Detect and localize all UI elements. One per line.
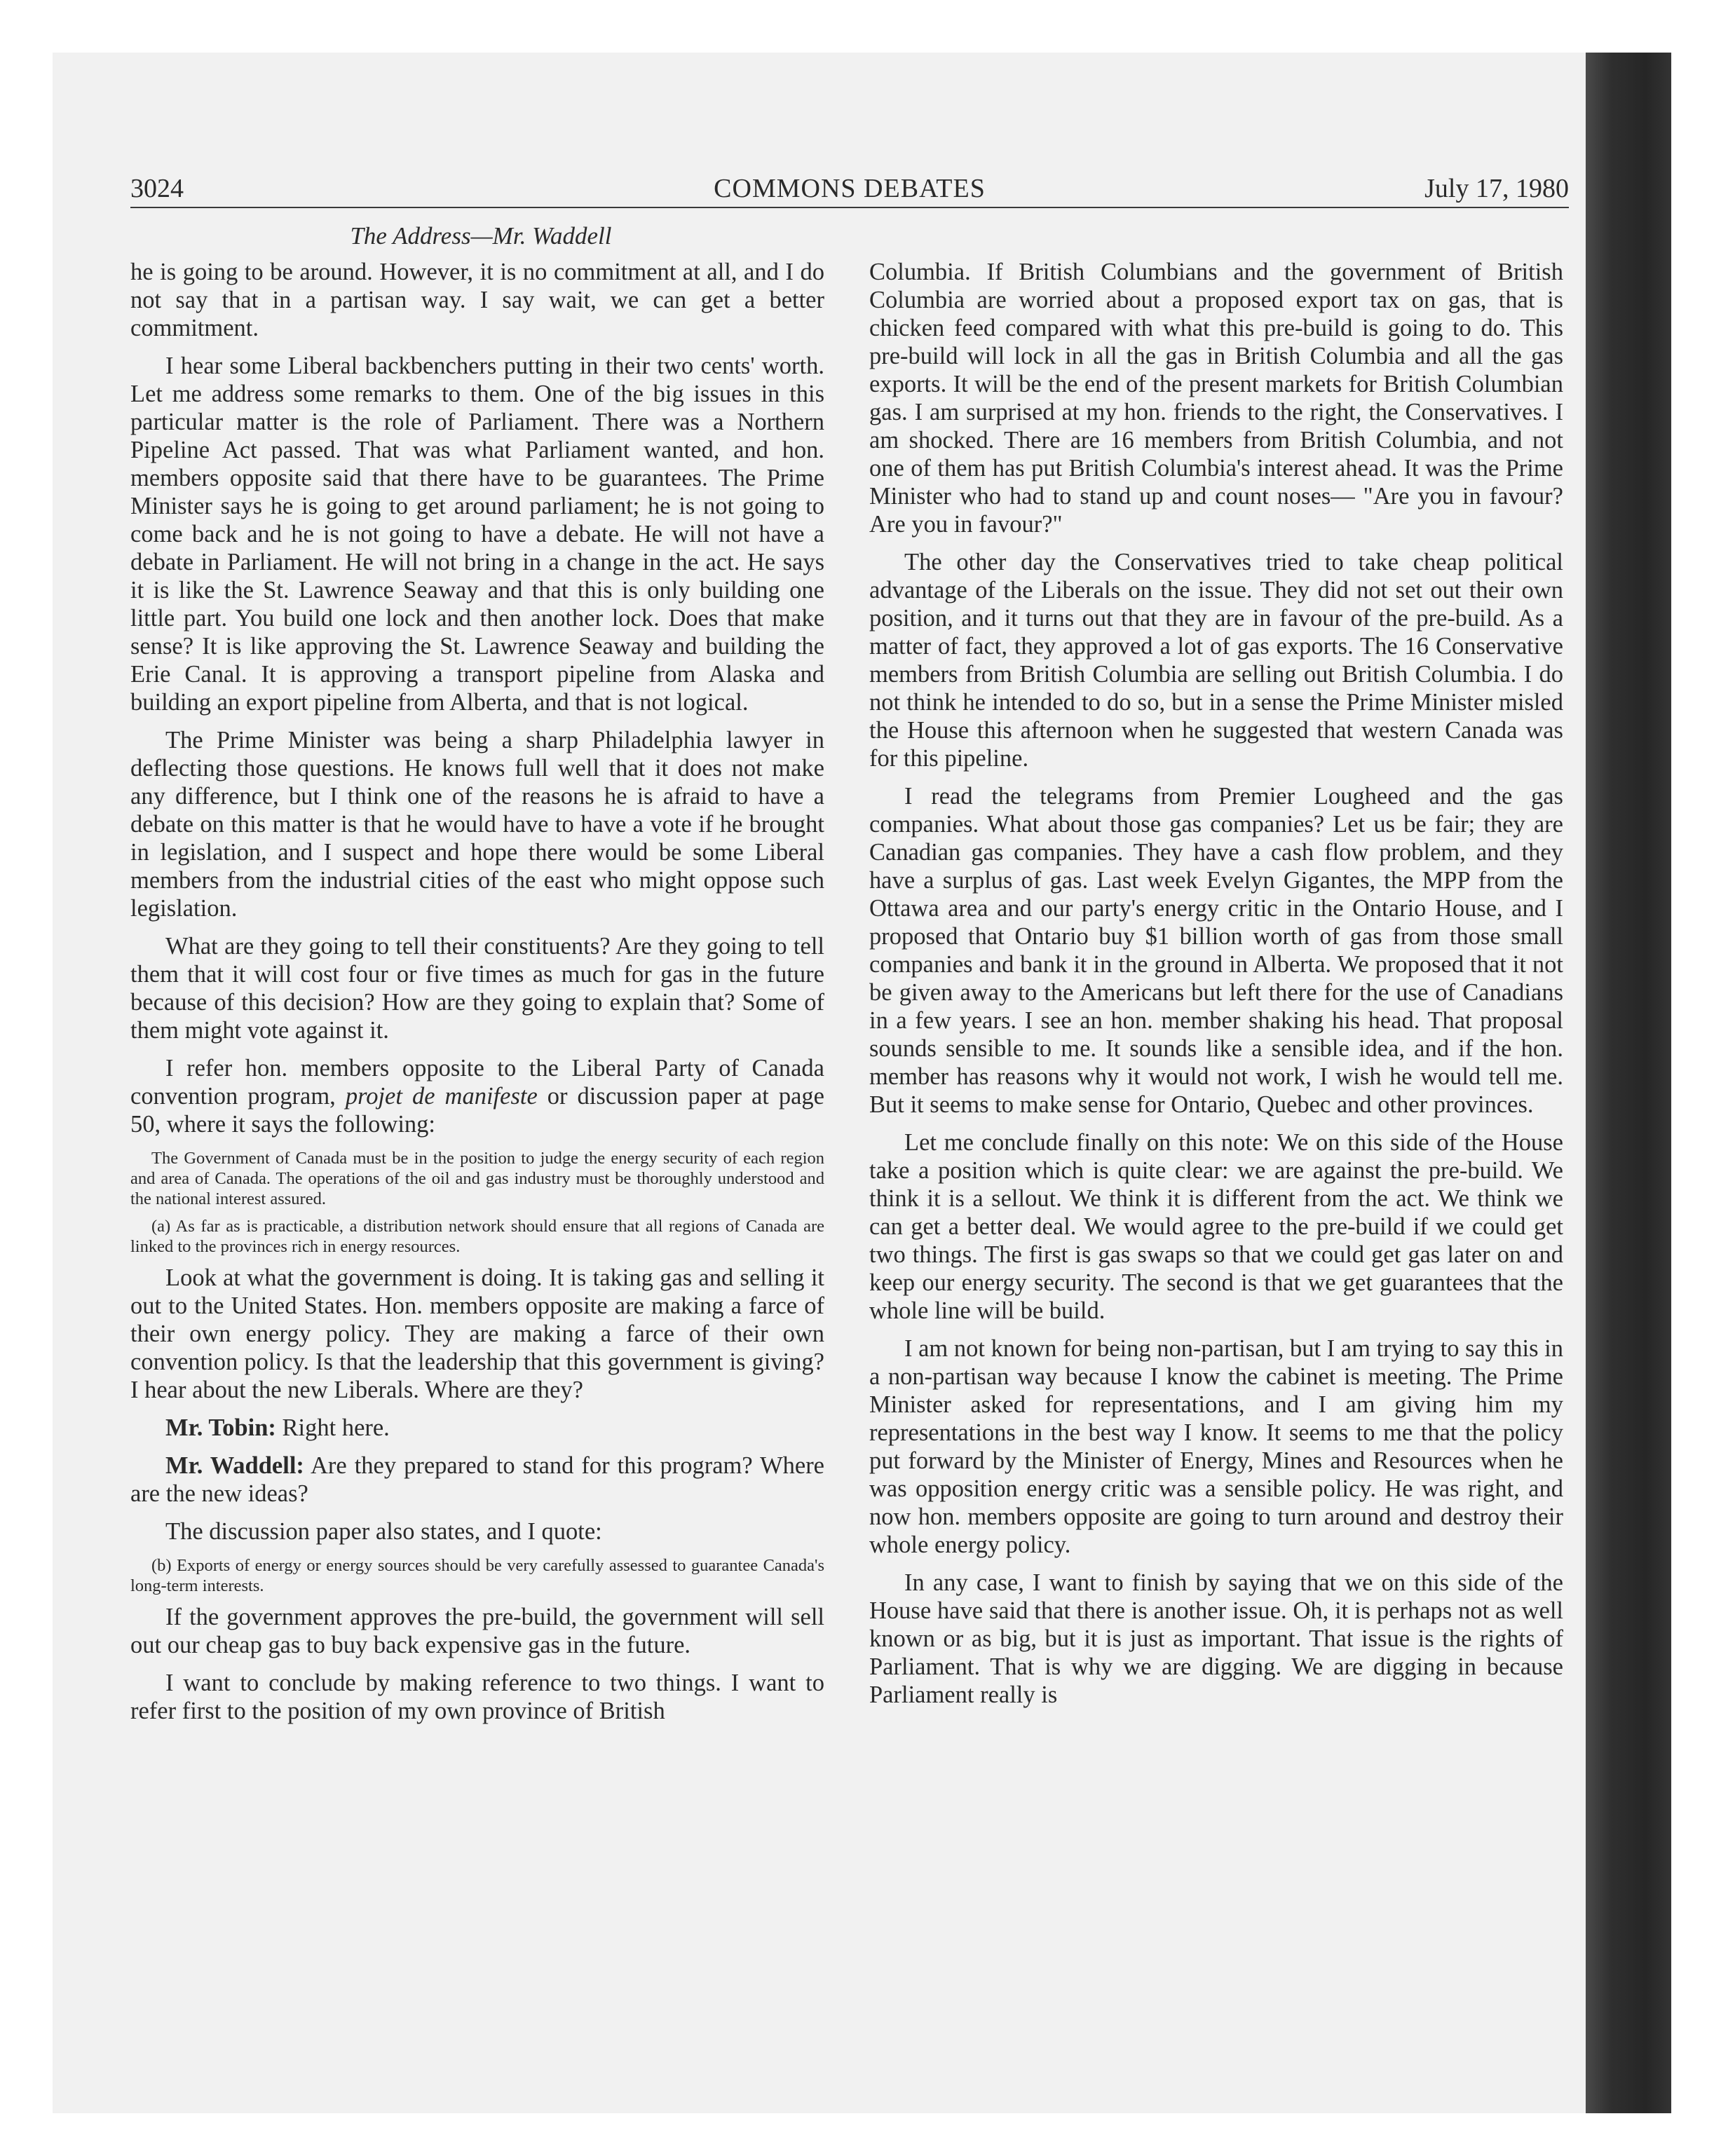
paragraph: In any case, I want to finish by saying that we on this side of the House have said that there is another issue. Oh, it is perhaps not as well known or as big, but it is just as important. That issue is the rights of Parliament. That is why we are digging. We are digging in because Parliament really is — [869, 1569, 1563, 1708]
running-header — [130, 170, 1569, 208]
paragraph — [130, 1452, 824, 1508]
scan-dark-edge — [1586, 53, 1671, 2113]
left-column — [130, 258, 824, 1735]
paragraph: The Prime Minister was being a sharp Philadelphia lawyer in deflecting those questions. He knows full well that it does not make any difference, but I think one of the reasons he is afraid to have a debate on this matter is that he would have to have a vote if he brought in legislation, and I suspect and hope there would be some Liberal members from the industrial cities of the east who might oppose such legislation. — [130, 727, 824, 922]
block-quote: (b) Exports of energy or energy sources should be very carefully assessed to guarantee Canada's long-term interests. — [130, 1556, 824, 1595]
paragraph: If the government approves the pre-build, the government will sell out our cheap gas to buy back expensive gas in the future. — [130, 1604, 824, 1658]
right-column — [869, 258, 1563, 1719]
paragraph: The other day the Conservatives tried to take cheap political advantage of the Liberals on the issue. They did not set out their own position, and it turns out that they are in favour of the pre-build. As a matter of fact, they approved a lot of gas exports. The 16 Conservative members from British Columbia are selling out British Columbia. I do not think he intended to do so, but in a sense the Prime Minister misled the House this afternoon when he suggested that western Canada was for this pipeline. — [869, 549, 1563, 772]
page-number: 3024 — [130, 174, 184, 203]
paragraph: I read the telegrams from Premier Lougheed and the gas companies. What about those gas companies? Let us be fair; they are Canadian gas companies. They have a cash flow problem, and they have a surplus of gas. Last week Evelyn Gigantes, the MPP from the Ottawa area and our party's energy critic in the Ontario House, and I proposed that Ontario buy $1 billion worth of gas from those small companies and bank it in the ground in Alberta. We proposed that it not be given away to the Americans but left there for the use of Canadians in a few years. I see an hon. member shaking his head. That proposal sounds sensible to me. It sounds like a sensible idea, and if the hon. member has reasons why it would not work, I wish he would tell me. But it seems to make sense for Ontario, Quebec and other provinces. — [869, 783, 1563, 1118]
block-quote: The Government of Canada must be in the position to judge the energy security of each region and area of Canada. The operations of the oil and gas industry must be thoroughly understood and the national interest assured. — [130, 1149, 824, 1208]
paragraph: Let me conclude finally on this note: We on this side of the House take a position which is quite clear: we are against the pre-build. We think it is a sellout. We think it is different from the act. We think we can get a better deal. We would agree to the pre-build if we could get two things. The first is gas swaps so that we could get gas later on and keep our energy security. The second is that we get guarantees that the whole line will be build. — [869, 1129, 1563, 1324]
publication-title: COMMONS DEBATES — [714, 174, 986, 203]
text-run: or discussion paper at page 50, where it says the following: — [130, 1083, 824, 1138]
paragraph: I am not known for being non-partisan, but I am trying to say this in a non-partisan way because I know the cabinet is meeting. The Prime Minister asked for representations, and I am giving him my representations in the best way I know. It seems to me that the policy put forward by the Minister of Energy, Mines and Resources when he was opposition energy critic was a sensible policy. He was right, and now hon. members opposite are going to turn around and destroy their whole energy policy. — [869, 1335, 1563, 1558]
paragraph: Columbia. If British Columbians and the government of British Columbia are worried about a proposed export tax on gas, that is chicken feed compared with what this pre-build is going to do. This pre-build will lock in all the gas in British Columbia and all the gas exports. It will be the end of the present markets for British Columbian gas. I am surprised at my hon. friends to the right, the Conservatives. I am shocked. There are 16 members from British Columbia, and not one of them has put British Columbia's interest ahead. It was the Prime Minister who had to stand up and count noses— "Are you in favour? Are you in favour?" — [869, 259, 1563, 538]
block-quote: (a) As far as is practicable, a distribution network should ensure that all regions of Canada are linked to the provinces rich in energy resources. — [130, 1217, 824, 1256]
section-subtitle: The Address—Mr. Waddell — [350, 222, 612, 250]
speaker-name: Mr. Waddell: — [165, 1452, 304, 1479]
header-date: July 17, 1980 — [1424, 174, 1569, 203]
speech-text: Right here. — [275, 1414, 390, 1441]
paragraph: I want to conclude by making reference to two things. I want to refer first to the position of my own province of British — [130, 1670, 824, 1724]
speech-text: Are they prepared to stand for this program? Where are the new ideas? — [130, 1452, 824, 1507]
paragraph: The discussion paper also states, and I quote: — [165, 1518, 602, 1545]
speaker-name: Mr. Tobin: — [165, 1414, 276, 1441]
text-run: I refer hon. members opposite to the Liberal Party of Canada convention program, — [130, 1055, 824, 1110]
paragraph: he is going to be around. However, it is no commitment at all, and I do not say that in a partisan way. I say wait, we can get a better commitment. — [130, 259, 824, 341]
paragraph: I hear some Liberal backbenchers putting in their two cents' worth. Let me address some remarks to them. One of the big issues in this particular matter is the role of Parliament. There was a Northern Pipeline Act passed. That was what Parliament wanted, and hon. members opposite said that there have to be guarantees. The Prime Minister says he is going to get around parliament; he is not going to come back and he is not going to have a debate. He will not have a debate in Parliament. He will not bring in a change in the act. He says it is like the St. Lawrence Seaway and that this is only building one little part. You build one lock and then another lock. Does that make sense? It is like approving the St. Lawrence Seaway and building the Erie Canal. It is approving a transport pipeline from Alaska and building an export pipeline from Alberta, and that is not logical. — [130, 353, 824, 716]
paragraph — [130, 1414, 824, 1442]
paragraph: What are they going to tell their constituents? Are they going to tell them that it will cost four or five times as much for gas in the future because of this decision? How are they going to explain that? Some of them might vote against it. — [130, 933, 824, 1044]
italic-title: projet de manifeste — [345, 1083, 538, 1110]
paragraph — [130, 1054, 824, 1138]
paragraph: Look at what the government is doing. It is taking gas and selling it out to the United States. Hon. members opposite are making a farce of their own energy policy. They are making a farce of their own convention policy. Is that the leadership that this government is giving? I hear about the new Liberals. Where are they? — [130, 1264, 824, 1403]
